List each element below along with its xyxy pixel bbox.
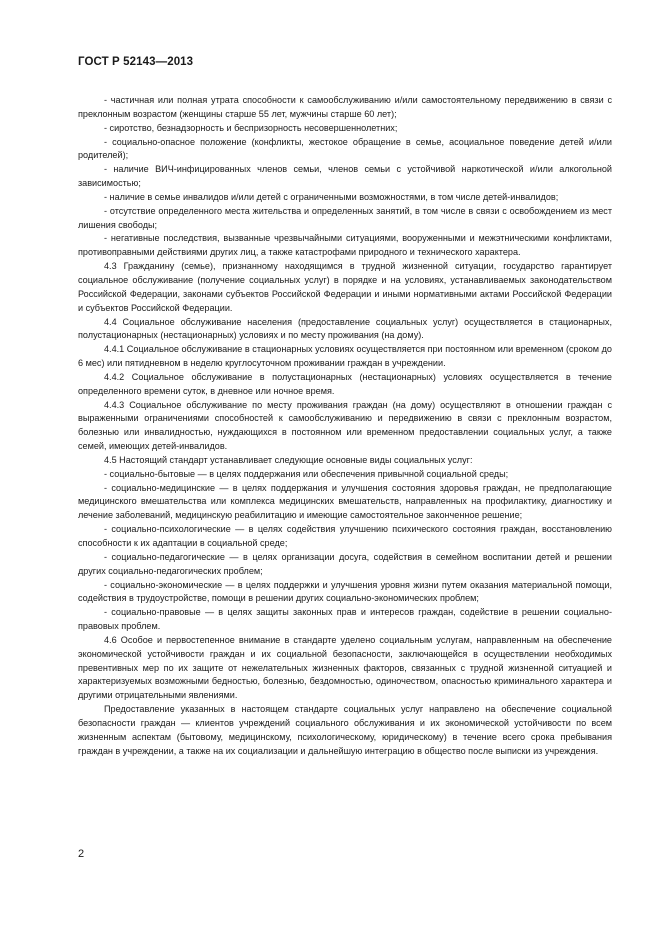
paragraph: - социально-психологические — в целях содействия улучшению психического состояния граждан, восстановлению способности к их адаптации в социальной среде; [78, 524, 612, 548]
page-number: 2 [78, 848, 85, 860]
document-header: ГОСТ Р 52143—2013 [78, 56, 194, 68]
paragraph: 4.6 Особое и первостепенное внимание в стандарте уделено социальным услугам, направленным на обеспечение экономической устойчивости граждан и их социальной безопасности, заключающейся в осуществлении необходимых превентивных мер по их защите от нежелательных жизненных факторов, связанных с трудной жизненной ситуацией и характеризуемых возможными бедностью, болезнью, бездомностью, одиночеством, опасностью криминального характера и другими отрицательными явлениями. [78, 634, 612, 701]
paragraph: 4.5 Настоящий стандарт устанавливает следующие основные виды социальных услуг: [104, 454, 473, 465]
paragraph: 4.3 Гражданину (семье), признанному находящимся в трудной жизненной ситуации, государство гарантирует социальное обслуживание (получение социальных услуг) в порядке и на условиях, устанавливаемых законодательством Российской Федерации, законами субъектов Российской Федерации и иными нормативными актами Российской Федерации и субъектов Российской Федерации. [78, 261, 612, 313]
paragraph: 4.4.2 Социальное обслуживание в полустационарных (нестационарных) условиях осуществляется в течение определенного времени суток, в дневное или ночное время. [78, 371, 612, 396]
paragraph: - социально-правовые — в целях защиты законных прав и интересов граждан, содействие в решении социально-правовых проблем. [78, 607, 612, 632]
paragraph: - негативные последствия, вызванные чрезвычайными ситуациями, вооруженными и межэтническими конфликтами, противоправными действиями других лиц, а также катастрофами природного и технического характера. [78, 233, 612, 258]
paragraph: - наличие в семье инвалидов и/или детей с ограниченными возможностями, в том числе детей-инвалидов; [104, 191, 559, 202]
paragraph: Предоставление указанных в настоящем стандарте социальных услуг направлено на обеспечение социальной безопасности граждан — клиентов учреждений социального обслуживания и их экономической устойчивости по всем жизненным аспектам (бытовому, медицинскому, психологическому, юридическому) в течение всего срока пребывания граждан в учреждении, а также на их социализации и дальнейшую интеграцию в общество после выписки из учреждения. [78, 704, 612, 756]
paragraph: - отсутствие определенного места жительства и определенных занятий, в том числе в связи с освобождением из мест лишения свободы; [78, 205, 612, 230]
paragraph: - социально-опасное положение (конфликты, жестокое обращение в семье, асоциальное поведение детей и/или родителей); [78, 136, 612, 161]
paragraph: - социально-педагогические — в целях организации досуга, содействия в семейном воспитании детей и решении других социально-педагогических проблем; [78, 551, 612, 576]
paragraph: 4.4 Социальное обслуживание населения (предоставление социальных услуг) осуществляется в стационарных, полустационарных (нестационарных) условиях и по месту проживания (на дому). [78, 316, 612, 341]
paragraph: 4.4.3 Социальное обслуживание по месту проживания граждан (на дому) осуществляют в отношении граждан с выраженными ограничениями способностей к самообслуживанию и передвижению в связи с преклонным возрастом, болезнью или инвалидностью, нуждающихся в постоянном или временном предоставлении социальных услуг, а также семей, имеющих детей-инвалидов. [78, 399, 612, 452]
paragraph: 4.4.1 Социальное обслуживание в стационарных условиях осуществляется при постоянном или временном (сроком до 6 мес) или пятидневном в неделю круглосуточном проживании граждан в учреждении. [78, 344, 612, 369]
paragraph: - наличие ВИЧ-инфицированных членов семьи, членов семьи с устойчивой наркотической и/или алкогольной зависимостью; [78, 164, 612, 189]
paragraph: - сиротство, безнадзорность и беспризорность несовершеннолетних; [104, 122, 398, 133]
paragraph: - социально-бытовые — в целях поддержания или обеспечения привычной социальной среды; [104, 468, 509, 479]
paragraph: - социально-экономические — в целях поддержки и улучшения уровня жизни путем оказания материальной помощи, содействия в трудоустройстве, помощи в решении других социально-экономических проблем; [78, 579, 612, 604]
paragraph: - частичная или полная утрата способности к самообслуживанию и/или самостоятельному передвижению в связи с преклонным возрастом (женщины старше 55 лет, мужчины старше 60 лет); [78, 95, 612, 119]
document-body [78, 94, 612, 759]
paragraph: - социально-медицинские — в целях поддержания и улучшения состояния здоровья граждан, не предполагающие медицинского вмешательства или комплекса медицинских вмешательств, направленных на профилактику, диагностику и лечение заболеваний, медицинскую реабилитацию и имеющие самостоятельное законченное решение; [78, 482, 612, 521]
